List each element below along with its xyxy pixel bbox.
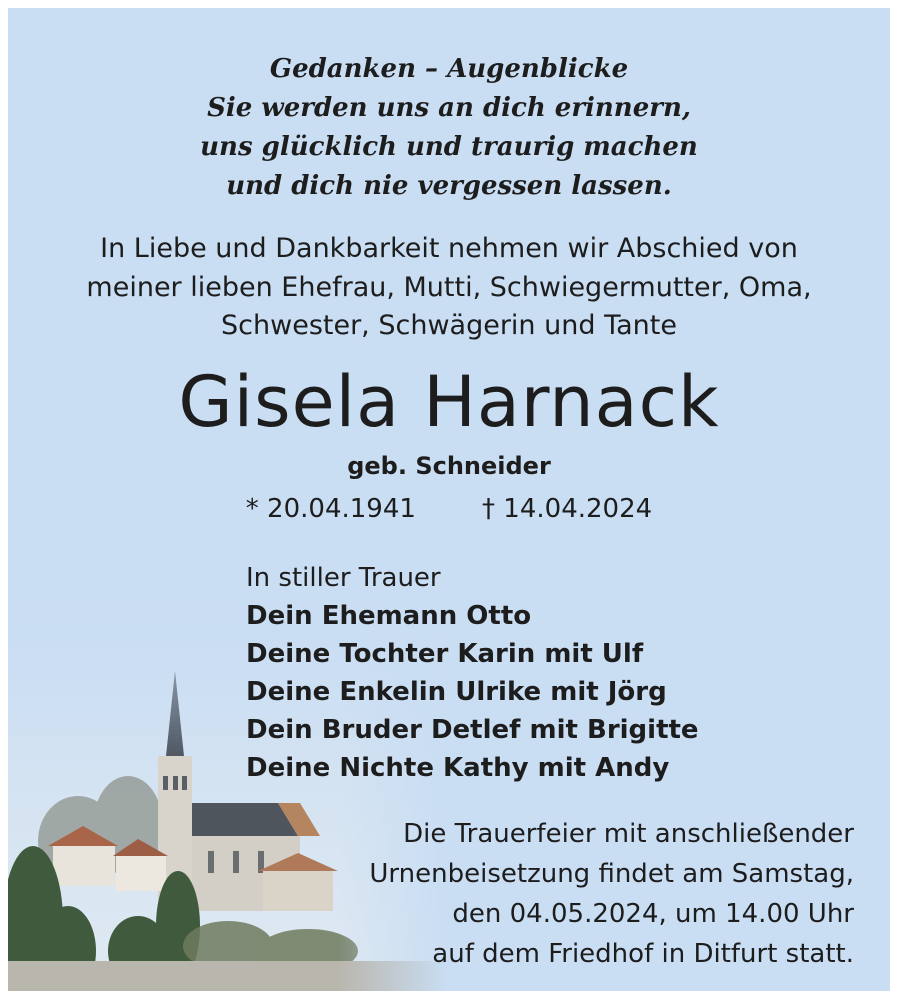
poem-line: und dich nie vergessen lassen. <box>226 171 672 201</box>
service-info <box>369 814 854 974</box>
mourners-list <box>246 559 699 787</box>
mourner: Dein Bruder Detlef mit Brigitte <box>246 715 699 745</box>
service-line: den 04.05.2024, um 14.00 Uhr <box>452 899 854 929</box>
obituary-card <box>8 8 890 991</box>
poem-line: Gedanken – Augenblicke <box>269 54 629 84</box>
mourner: Deine Tochter Karin mit Ulf <box>246 639 644 669</box>
poem <box>8 50 890 206</box>
poem-line: Sie werden uns an dich erinnern, <box>207 93 691 123</box>
mourners-heading: In stiller Trauer <box>246 563 441 593</box>
farewell-line: Schwester, Schwägerin und Tante <box>221 310 677 341</box>
maiden-name: geb. Schneider <box>347 452 551 480</box>
life-dates: * 20.04.1941 † 14.04.2024 <box>245 494 653 524</box>
mourner: Deine Enkelin Ulrike mit Jörg <box>246 677 667 707</box>
deceased-name: Gisela Harnack <box>178 361 720 443</box>
poem-line: uns glücklich und traurig machen <box>200 132 698 162</box>
farewell-line: In Liebe und Dankbarkeit nehmen wir Abschied von <box>100 233 798 264</box>
farewell-text <box>8 230 890 346</box>
farewell-line: meiner lieben Ehefrau, Mutti, Schwiegermutter, Oma, <box>86 271 812 303</box>
mourner: Deine Nichte Kathy mit Andy <box>246 753 670 783</box>
service-line: Urnenbeisetzung findet am Samstag, <box>369 859 854 889</box>
mourner: Dein Ehemann Otto <box>246 601 532 631</box>
service-line: auf dem Friedhof in Ditfurt statt. <box>432 939 854 969</box>
service-line: Die Trauerfeier mit anschließender <box>403 819 854 849</box>
